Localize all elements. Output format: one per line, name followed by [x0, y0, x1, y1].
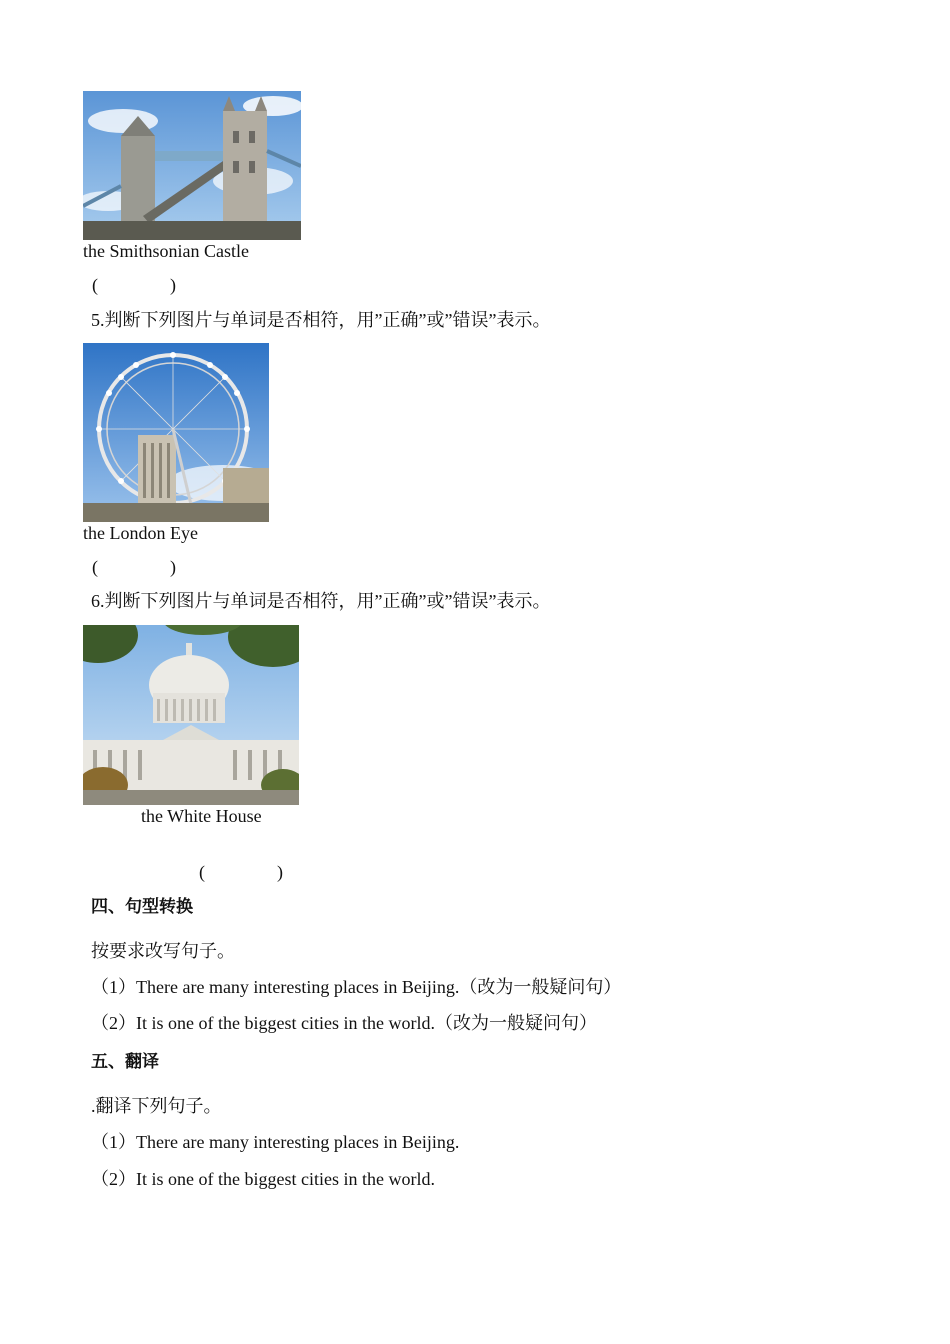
q6-caption: the White House [141, 806, 262, 826]
us-capitol-photo [83, 625, 299, 805]
close-paren: ) [170, 275, 176, 295]
open-paren: ( [92, 275, 98, 295]
section5-instruction: .翻译下列句子。 [91, 1096, 222, 1116]
section5-q1: （1）There are many interesting places in Beijing. [91, 1132, 460, 1152]
tower-bridge-photo [83, 91, 301, 240]
section5-q2: （2）It is one of the biggest cities in the world. [91, 1169, 435, 1189]
london-eye-photo [83, 343, 269, 522]
q4-answer-blank[interactable] [92, 275, 176, 296]
q4-caption: the Smithsonian Castle [83, 241, 249, 261]
section5-heading: 五、翻译 [91, 1052, 159, 1072]
section4-q2: （2）It is one of the biggest cities in the world.（改为一般疑问句） [91, 1013, 597, 1033]
q5-caption: the London Eye [83, 523, 198, 543]
q5-answer-blank[interactable] [92, 557, 176, 578]
close-paren: ) [170, 557, 176, 577]
q6-prompt: 6.判断下列图片与单词是否相符，用”正确”或”错误”表示。 [91, 591, 551, 611]
section4-instruction: 按要求改写句子。 [91, 941, 235, 961]
q6-answer-blank[interactable] [199, 862, 283, 883]
open-paren: ( [199, 862, 205, 882]
close-paren: ) [277, 862, 283, 882]
section4-q1: （1）There are many interesting places in Beijing.（改为一般疑问句） [91, 977, 622, 997]
q5-prompt: 5.判断下列图片与单词是否相符，用”正确”或”错误”表示。 [91, 310, 551, 330]
open-paren: ( [92, 557, 98, 577]
section4-heading: 四、句型转换 [91, 897, 193, 917]
